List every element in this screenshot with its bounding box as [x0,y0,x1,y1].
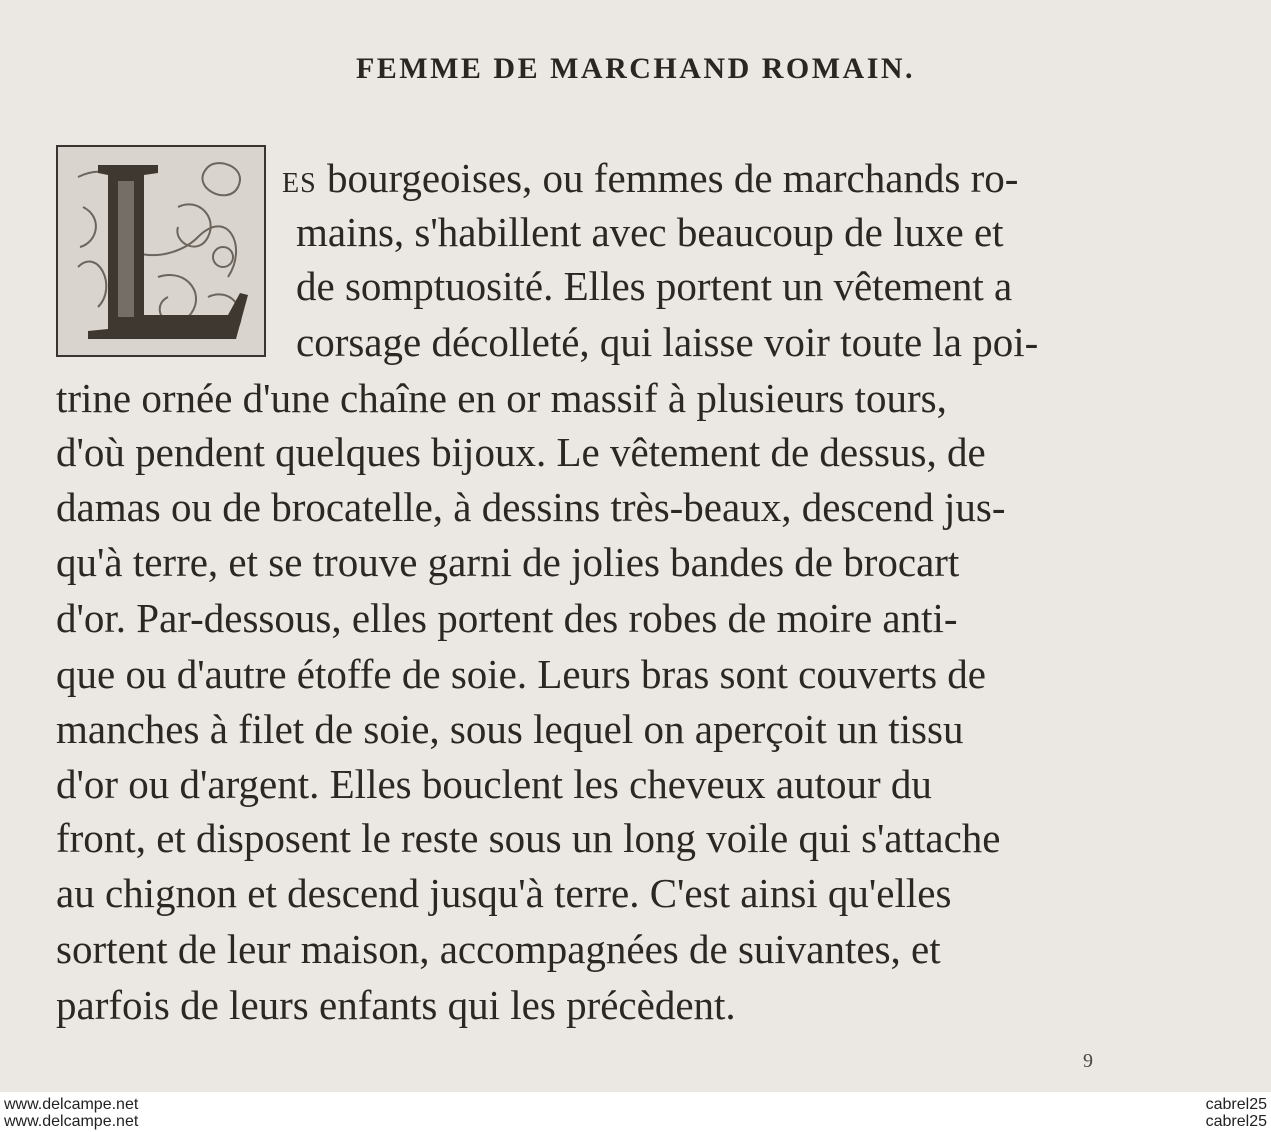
ornamental-initial-l-drawing [58,147,264,355]
watermark-right-2: cabrel25 [1205,1113,1267,1130]
text-line-1 [282,155,1019,201]
text-line-8: qu'à terre, et se trouve garni de jolies bandes de brocart [56,539,960,585]
text-line-3: de somptuosité. Elles portent un vêtement a [296,263,1013,309]
watermark-left-2: www.delcampe.net [4,1113,139,1130]
text-line-4: corsage décolleté, qui laisse voir toute la poi- [296,319,1039,365]
text-line-10: que ou d'autre étoffe de soie. Leurs bras sont couverts de [56,651,986,697]
ornamental-initial-l [56,145,266,357]
text-line-7: damas ou de brocatelle, à dessins très-beaux, descend jus- [56,484,1006,530]
text-line-16: parfois de leurs enfants qui les précèdent. [56,982,736,1028]
text-line-15: sortent de leur maison, accompagnées de suivantes, et [56,926,941,972]
page-number: 9 [1083,1050,1093,1072]
text-line-2: mains, s'habillent avec beaucoup de luxe et [296,209,1004,255]
text-line-6: d'où pendent quelques bijoux. Le vêtement de dessus, de [56,429,986,475]
text-line-14: au chignon et descend jusqu'à terre. C'est ainsi qu'elles [56,870,952,916]
text-line-11: manches à filet de soie, sous lequel on aperçoit un tissu [56,706,964,752]
text-line-9: d'or. Par-dessous, elles portent des robes de moire anti- [56,595,958,641]
text-line-12: d'or ou d'argent. Elles bouclent les cheveux autour du [56,761,932,807]
text-line-5: trine ornée d'une chaîne en or massif à plusieurs tours, [56,375,947,421]
watermark-left-1: www.delcampe.net [4,1096,139,1113]
page-title: FEMME DE MARCHAND ROMAIN. [355,52,916,85]
text-line-13: front, et disposent le reste sous un long voile qui s'attache [56,815,1001,861]
text-line-1-rest: bourgeoises, ou femmes de marchands ro- [316,155,1019,201]
watermark-right-1: cabrel25 [1205,1096,1267,1113]
first-word-smallcaps: ES [282,168,317,199]
watermark-strip [0,1092,1271,1132]
